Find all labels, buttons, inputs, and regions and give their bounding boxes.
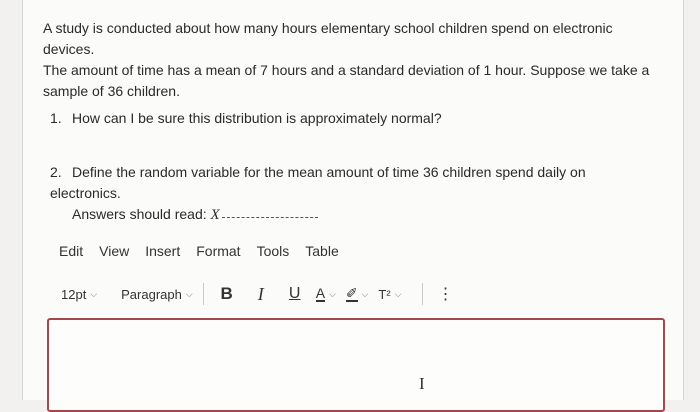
intro-line-2: The amount of time has a mean of 7 hours and a standard deviation of 1 hour. Suppose we take a [43, 62, 650, 78]
answer-blank [222, 216, 318, 218]
toolbar-divider [422, 283, 423, 305]
menu-view[interactable]: View [99, 243, 130, 259]
question-2-number: 2. [50, 164, 62, 180]
font-size-value: 12pt [61, 286, 87, 302]
more-options-button[interactable]: ⋮ [437, 286, 454, 303]
block-format-value: Paragraph [121, 286, 182, 302]
answer-text-editor[interactable] [47, 318, 665, 412]
highlight-color-button[interactable] [346, 286, 369, 302]
menu-insert[interactable]: Insert [145, 243, 181, 259]
underline-button[interactable]: U [288, 285, 301, 302]
menu-table[interactable]: Table [305, 243, 339, 259]
question-card [22, 0, 684, 400]
toolbar-divider [203, 283, 204, 305]
menu-tools[interactable]: Tools [256, 243, 290, 259]
menu-edit[interactable]: Edit [59, 243, 84, 259]
chevron-down-icon: ⌵ [90, 288, 98, 299]
question-2-text: Define the random variable for the mean amount of time 36 children spend daily on electronics. [50, 164, 586, 201]
chevron-down-icon: ⌵ [361, 288, 369, 299]
font-size-select[interactable] [61, 287, 97, 302]
question-1-text: How can I be sure this distribution is approximately normal? [72, 110, 442, 126]
intro-line-3: sample of 36 children. [43, 83, 180, 99]
chevron-down-icon: ⌵ [394, 288, 402, 299]
chevron-down-icon: ⌵ [185, 288, 193, 299]
problem-statement [43, 18, 653, 102]
question-1 [50, 108, 442, 129]
menu-format[interactable]: Format [196, 243, 241, 259]
bold-button[interactable]: B [220, 284, 233, 303]
editor-toolbar [61, 283, 467, 305]
superscript-button[interactable] [378, 287, 401, 302]
intro-line-1: A study is conducted about how many hours elementary school children spend on electronic devices. [43, 20, 613, 57]
text-color-button[interactable] [316, 286, 336, 302]
superscript-icon: T² [378, 286, 391, 302]
italic-button[interactable]: I [257, 283, 264, 304]
random-variable-symbol: X [210, 207, 220, 223]
answer-format-line [50, 204, 660, 226]
chevron-down-icon: ⌵ [329, 288, 336, 299]
question-1-number: 1. [50, 110, 62, 126]
text-cursor-icon: I [419, 374, 425, 393]
text-color-icon: A [315, 285, 326, 301]
block-format-select[interactable] [121, 287, 193, 302]
highlighter-icon: ✐ [345, 285, 358, 301]
answer-prefix: Answers should read: [72, 206, 207, 222]
question-2 [50, 162, 660, 226]
editor-menubar [59, 243, 355, 259]
